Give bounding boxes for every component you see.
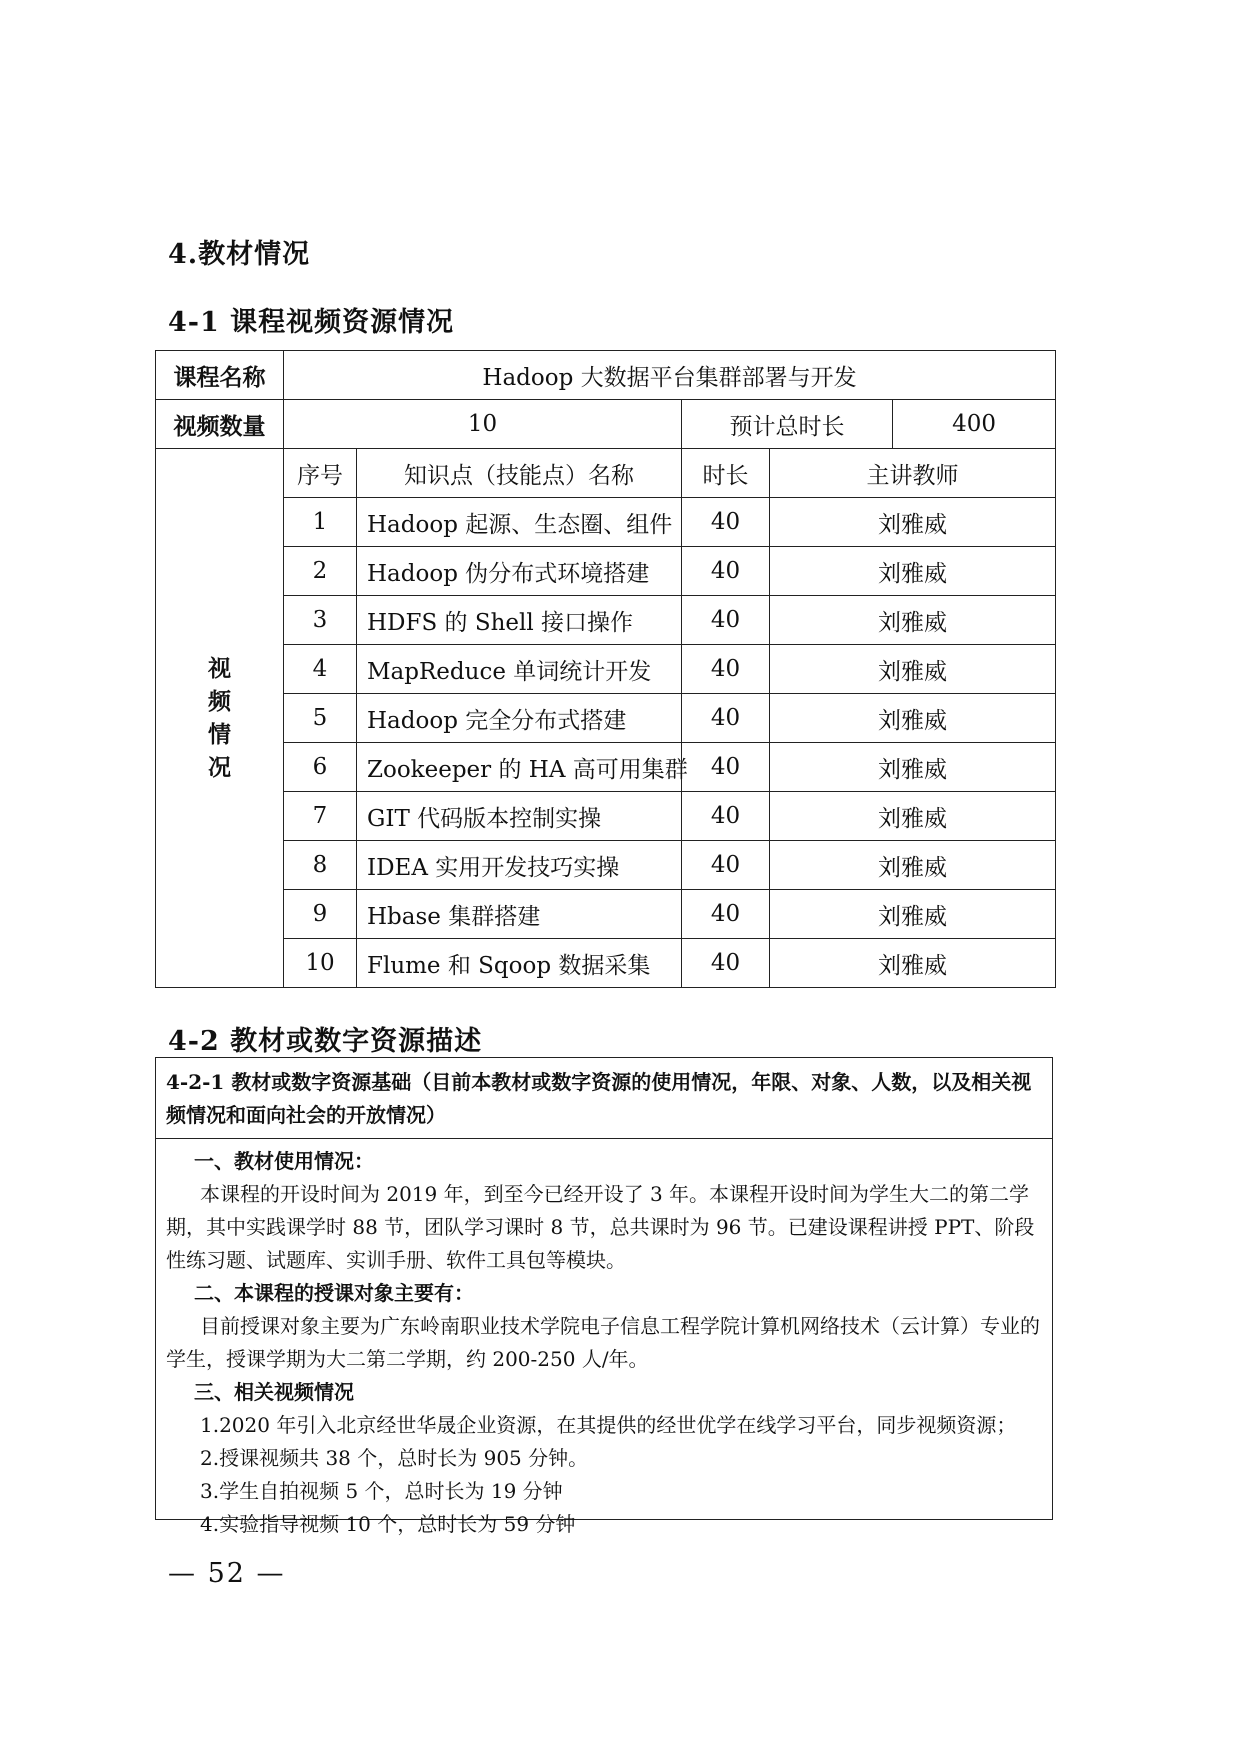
row-length: 40 bbox=[682, 645, 770, 694]
table-row bbox=[156, 890, 1056, 939]
row-teacher: 刘雅威 bbox=[770, 694, 1056, 743]
video-item: 3.学生自拍视频 5 个，总时长为 19 分钟 bbox=[200, 1479, 563, 1503]
row-length: 40 bbox=[682, 547, 770, 596]
table-header-row bbox=[156, 449, 1056, 498]
row-length: 40 bbox=[682, 498, 770, 547]
row-no: 2 bbox=[284, 547, 357, 596]
table-row bbox=[156, 596, 1056, 645]
video-count-label: 视频数量 bbox=[156, 400, 284, 449]
side-label-char: 情 bbox=[208, 721, 231, 748]
row-length: 40 bbox=[682, 890, 770, 939]
page-number: — 52 — bbox=[168, 1558, 286, 1589]
video-item: 2.授课视频共 38 个，总时长为 905 分钟。 bbox=[200, 1446, 589, 1470]
header-no: 序号 bbox=[284, 449, 357, 498]
subsection-title-desc: 4-2 教材或数字资源描述 bbox=[168, 1026, 483, 1057]
section-audience-text: 目前授课对象主要为广东岭南职业技术学院电子信息工程学院计算机网络技术（云计算）专业的学生，授课学期为大二第二学期，约 200-250 人/年。 bbox=[166, 1314, 1040, 1371]
table-row bbox=[156, 792, 1056, 841]
table-row bbox=[156, 743, 1056, 792]
row-no: 9 bbox=[284, 890, 357, 939]
video-item: 1.2020 年引入北京经世华晟企业资源，在其提供的经世优学在线学习平台，同步视频资源； bbox=[200, 1413, 1017, 1437]
table-row bbox=[156, 841, 1056, 890]
row-no: 3 bbox=[284, 596, 357, 645]
section-usage-text: 本课程的开设时间为 2019 年，到至今已经开设了 3 年。本课程开设时间为学生大二的第二学期，其中实践课学时 88 节，团队学习课时 8 节，总共课时为 96 节。已建设课程讲授 PPT、阶段性练习题、试题库、实训手册、软件工具包等模块。 bbox=[166, 1182, 1035, 1272]
row-topic: MapReduce 单词统计开发 bbox=[357, 645, 682, 694]
row-teacher: 刘雅威 bbox=[770, 743, 1056, 792]
row-length: 40 bbox=[682, 939, 770, 988]
row-teacher: 刘雅威 bbox=[770, 596, 1056, 645]
row-no: 10 bbox=[284, 939, 357, 988]
side-label-char: 频 bbox=[208, 688, 231, 715]
table-row bbox=[156, 547, 1056, 596]
row-teacher: 刘雅威 bbox=[770, 547, 1056, 596]
row-topic: Hadoop 完全分布式搭建 bbox=[357, 694, 682, 743]
section-video-title: 三、相关视频情况 bbox=[194, 1380, 354, 1404]
row-topic: Hbase 集群搭建 bbox=[357, 890, 682, 939]
side-label-char: 视 bbox=[208, 655, 231, 682]
row-length: 40 bbox=[682, 694, 770, 743]
section-usage-title: 一、教材使用情况： bbox=[194, 1149, 374, 1173]
total-duration-label: 预计总时长 bbox=[682, 400, 893, 448]
row-topic: Hadoop 伪分布式环境搭建 bbox=[357, 547, 682, 596]
row-length: 40 bbox=[682, 841, 770, 890]
video-count-value: 10 bbox=[284, 400, 682, 449]
row-no: 5 bbox=[284, 694, 357, 743]
row-length: 40 bbox=[682, 743, 770, 792]
header-topic: 知识点（技能点）名称 bbox=[357, 449, 682, 498]
row-teacher: 刘雅威 bbox=[770, 498, 1056, 547]
row-length: 40 bbox=[682, 792, 770, 841]
row-topic: GIT 代码版本控制实操 bbox=[357, 792, 682, 841]
course-name-row bbox=[156, 351, 1056, 400]
header-length: 时长 bbox=[682, 449, 770, 498]
row-topic: Flume 和 Sqoop 数据采集 bbox=[357, 939, 682, 988]
section-audience-title: 二、本课程的授课对象主要有： bbox=[194, 1281, 474, 1305]
row-teacher: 刘雅威 bbox=[770, 939, 1056, 988]
duration-cell bbox=[682, 400, 1056, 449]
side-label-char: 况 bbox=[208, 754, 231, 781]
row-topic: HDFS 的 Shell 接口操作 bbox=[357, 596, 682, 645]
row-topic: Zookeeper 的 HA 高可用集群 bbox=[357, 743, 682, 792]
row-teacher: 刘雅威 bbox=[770, 792, 1056, 841]
row-no: 7 bbox=[284, 792, 357, 841]
row-no: 8 bbox=[284, 841, 357, 890]
row-topic: Hadoop 起源、生态圈、组件 bbox=[357, 498, 682, 547]
course-name-value: Hadoop 大数据平台集群部署与开发 bbox=[284, 351, 1056, 400]
total-duration-value: 400 bbox=[952, 411, 996, 437]
subsection-title-video: 4-1 课程视频资源情况 bbox=[168, 307, 455, 338]
table-row bbox=[156, 498, 1056, 547]
table-row bbox=[156, 645, 1056, 694]
row-no: 6 bbox=[284, 743, 357, 792]
video-count-row bbox=[156, 400, 1056, 449]
row-length: 40 bbox=[682, 596, 770, 645]
row-teacher: 刘雅威 bbox=[770, 841, 1056, 890]
resource-description-box bbox=[155, 1057, 1053, 1536]
row-no: 1 bbox=[284, 498, 357, 547]
table-row bbox=[156, 939, 1056, 988]
video-item: 4.实验指导视频 10 个，总时长为 59 分钟 bbox=[200, 1512, 576, 1536]
course-name-label: 课程名称 bbox=[156, 351, 284, 400]
video-section-label bbox=[156, 449, 284, 988]
row-teacher: 刘雅威 bbox=[770, 890, 1056, 939]
header-teacher: 主讲教师 bbox=[770, 449, 1056, 498]
section-title: 4.教材情况 bbox=[168, 239, 311, 270]
table-row bbox=[156, 694, 1056, 743]
row-teacher: 刘雅威 bbox=[770, 645, 1056, 694]
description-header: 4-2-1 教材或数字资源基础（目前本教材或数字资源的使用情况，年限、对象、人数，以及相关视频情况和面向社会的开放情况） bbox=[156, 1058, 1052, 1139]
row-no: 4 bbox=[284, 645, 357, 694]
video-resource-table bbox=[155, 350, 1056, 988]
row-topic: IDEA 实用开发技巧实操 bbox=[357, 841, 682, 890]
